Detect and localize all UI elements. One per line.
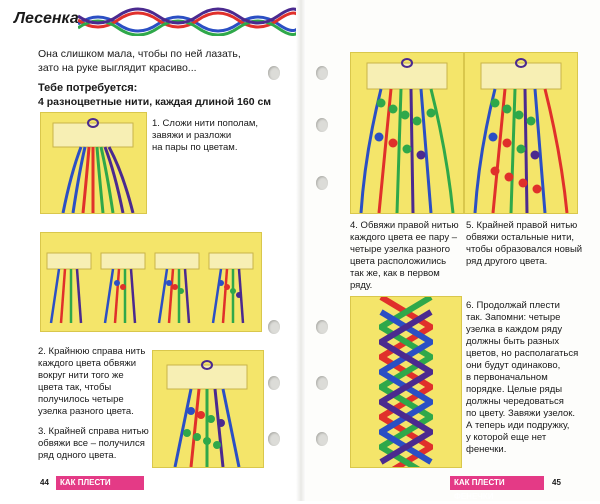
step4-line-1: 4. Обвяжи правой нитью (350, 220, 459, 231)
step5-line-1: 5. Крайней правой нитью (466, 220, 578, 231)
binder-hole (268, 320, 280, 334)
step6-line-12: у которой еще нет (466, 432, 547, 443)
step3-line-2: обвяжи все – получился (38, 438, 145, 449)
right-footer-bar (450, 476, 544, 501)
step3-line-3: ряд одного цвета. (38, 450, 117, 461)
needs-detail: 4 разноцветные нити, каждая длиной 160 см (38, 96, 272, 108)
needs-heading: Тебе потребуется: (38, 82, 138, 94)
intro-line-1: Она слишком мала, чтобы по ней лазать, (38, 48, 241, 60)
binder-hole (268, 66, 280, 80)
step2-line-4: цвета так, чтобы (38, 382, 112, 393)
left-footer-label: КАК ПЛЕСТИ ФЕНЕЧКИ (60, 478, 111, 501)
step2-line-1: 2. Крайнюю справа нить (38, 346, 146, 357)
step5-line-3: чтобы образовался новый (466, 244, 583, 255)
step6-line-13: фенечки. (466, 444, 507, 455)
step2-illustration-strip (40, 232, 262, 332)
right-page (300, 0, 600, 501)
left-footer-bar (56, 476, 144, 501)
step6-line-6: они будут одинаково, (466, 360, 561, 371)
left-page-number: 44 (40, 478, 49, 487)
step1-line-3: на пары по цветам. (152, 142, 238, 153)
bracelet-banner (78, 6, 300, 36)
step6-line-9: должны чередоваться (466, 396, 564, 407)
right-page-number: 45 (552, 478, 561, 487)
step2-line-3: вокруг нити того же (38, 370, 124, 381)
step4-line-2: каждого цвета ее пару – (350, 232, 458, 243)
step4-illustration (350, 52, 464, 214)
step2-line-2: каждого цвета обвяжи (38, 358, 136, 369)
step6-line-10: по цвету. Завяжи узелок. (466, 408, 576, 419)
step4-line-3: четыре узелка разного (350, 244, 450, 255)
right-footer-label: КАК ПЛЕСТИ ФЕНЕЧКИ (454, 478, 505, 501)
step3-illustration (152, 350, 264, 468)
page-title: Лесенка (14, 10, 79, 27)
step6-line-3: узелка в каждом ряду (466, 324, 563, 335)
step2-line-5: получилось четыре (38, 394, 124, 405)
step5-line-4: ряд другого цвета. (466, 256, 548, 267)
step6-line-2: так. Запомни: четыре (466, 312, 561, 323)
step6-line-11: А теперь иди подружку, (466, 420, 570, 431)
step4-line-6: ряду. (350, 280, 373, 291)
step6-line-7: в первоначальном (466, 372, 548, 383)
step5-illustration (464, 52, 578, 214)
step6-line-1: 6. Продолжай плести (466, 300, 560, 311)
step1-illustration (40, 112, 147, 214)
step1-line-2: завяжи и разложи (152, 130, 232, 141)
binder-hole (268, 376, 280, 390)
step6-line-4: должны быть разных (466, 336, 560, 347)
step5-line-2: обвяжи остальные нити, (466, 232, 575, 243)
step6-line-5: цветов, но располагаться (466, 348, 579, 359)
left-page (0, 0, 300, 501)
step6-line-8: порядке. Целые ряды (466, 384, 563, 395)
step4-line-4: цвета расположились (350, 256, 447, 267)
step6-illustration (350, 296, 462, 468)
step1-line-1: 1. Сложи нити пополам, (152, 118, 259, 129)
binder-hole (268, 432, 280, 446)
step4-line-5: так же, как в первом (350, 268, 440, 279)
step2-line-6: узелка разного цвета. (38, 406, 134, 417)
step3-line-1: 3. Крайней справа нитью (38, 426, 149, 437)
intro-line-2: зато на руке выглядит красиво... (38, 62, 197, 74)
